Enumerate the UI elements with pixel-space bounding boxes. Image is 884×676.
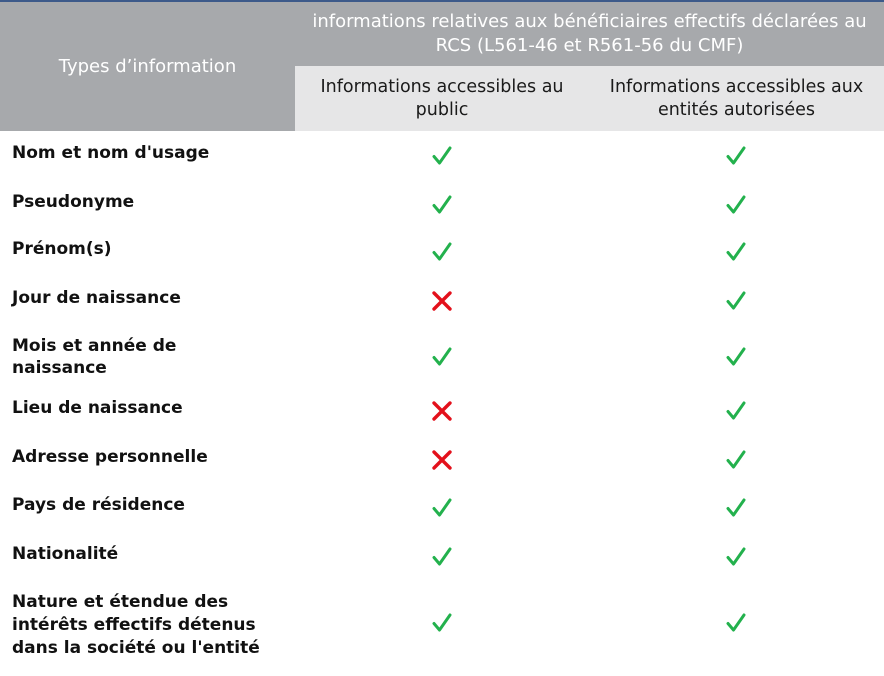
check-icon — [430, 611, 454, 635]
public-status — [430, 611, 454, 635]
row-label: Pseudonyme — [12, 192, 135, 212]
check-icon — [724, 345, 748, 369]
public-status — [430, 399, 454, 423]
authorized-column-label: Informations accessibles aux entités autorisées — [609, 76, 864, 120]
row-label: Nature et étendue des intérêts effectifs détenus dans la société ou l'entité — [12, 592, 260, 658]
check-icon — [724, 399, 748, 423]
table-row — [0, 391, 884, 440]
group-header — [295, 2, 884, 66]
cross-icon — [430, 448, 454, 472]
cross-icon — [430, 399, 454, 423]
check-icon — [724, 496, 748, 520]
authorized-status — [724, 448, 748, 472]
check-icon — [724, 611, 748, 635]
row-label: Nationalité — [12, 544, 119, 564]
row-label: Mois et année de naissance — [12, 336, 177, 378]
check-icon — [430, 545, 454, 569]
public-status — [430, 448, 454, 472]
table-row — [0, 488, 884, 537]
check-icon — [724, 144, 748, 168]
row-label: Pays de résidence — [12, 495, 185, 515]
row-label: Adresse personnelle — [12, 447, 208, 467]
check-icon — [430, 240, 454, 264]
check-icon — [430, 144, 454, 168]
authorized-status — [724, 545, 748, 569]
check-icon — [724, 289, 748, 313]
authorized-status — [724, 399, 748, 423]
check-icon — [724, 240, 748, 264]
table-header — [0, 2, 884, 131]
authorized-column-header — [589, 66, 884, 131]
table-row — [0, 537, 884, 585]
check-icon — [724, 545, 748, 569]
authorized-status — [724, 345, 748, 369]
table-row — [0, 228, 884, 277]
check-icon — [430, 345, 454, 369]
public-column-label: Informations accessibles au public — [320, 76, 564, 120]
authorized-status — [724, 611, 748, 635]
cross-icon — [430, 289, 454, 313]
table-row — [0, 131, 884, 180]
check-icon — [430, 496, 454, 520]
row-label: Prénom(s) — [12, 239, 112, 259]
table-row — [0, 440, 884, 488]
row-label: Nom et nom d'usage — [12, 143, 210, 163]
authorized-status — [724, 496, 748, 520]
public-status — [430, 289, 454, 313]
row-label: Lieu de naissance — [12, 398, 183, 418]
table-row — [0, 325, 884, 391]
public-status — [430, 240, 454, 264]
check-icon — [724, 448, 748, 472]
authorized-status — [724, 193, 748, 217]
authorized-status — [724, 289, 748, 313]
row-label: Jour de naissance — [12, 288, 181, 308]
public-status — [430, 345, 454, 369]
public-status — [430, 545, 454, 569]
public-status — [430, 193, 454, 217]
public-status — [430, 496, 454, 520]
types-header — [0, 2, 295, 131]
public-column-header — [295, 66, 589, 131]
types-header-label: Types d’information — [58, 56, 237, 77]
check-icon — [724, 193, 748, 217]
public-status — [430, 144, 454, 168]
authorized-status — [724, 240, 748, 264]
table-row — [0, 585, 884, 675]
check-icon — [430, 193, 454, 217]
authorized-status — [724, 144, 748, 168]
table-row — [0, 277, 884, 325]
table-body — [0, 131, 884, 675]
group-header-label: informations relatives aux bénéficiaires effectifs déclarées au RCS (L561-46 et R561-56 du CMF) — [312, 11, 867, 56]
table-row — [0, 180, 884, 228]
